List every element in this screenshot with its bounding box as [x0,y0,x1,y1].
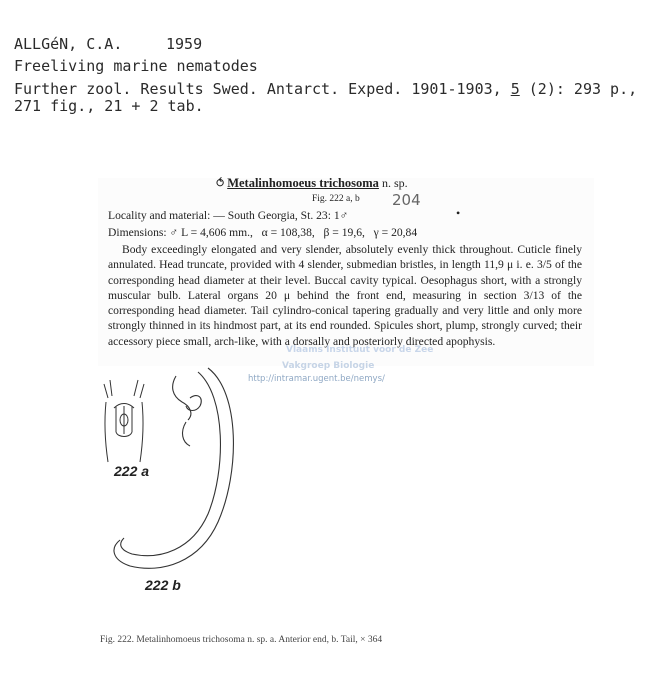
description-text: Body exceedingly elongated and very slender, absolutely evenly thick throughout. Cuticle finely annulated. Head truncate, provided with 4 slender, submedian bristles, in length 11,9 μ i. e. 3/5 of the corresponding head diameter at their level. Buccal cavity typical. Oesophagus short, with a strongly muscular bulb. Lateral organs 20 μ behind the front end, measuring in section 3/13 of the corresponding head diameter. Tail cylindro-conical tapering gradually and very little and only more strongly thinned in its hindmost part, at its end rounded. Spicules short, plump, strongly curved; their accessory piece small, arch-like, with a dorsally and posteriorly directed apophysis. [108,243,582,348]
marker-icon: ⥀ [216,176,225,190]
handwritten-page-number: 204 [392,191,421,209]
dimensions-line: Dimensions: ♂ L = 4,606 mm., α = 108,38, β = 19,6, γ = 20,84 [108,226,418,239]
watermark-url: http://intramar.ugent.be/nemys/ [248,374,385,384]
anterior-end-drawing [104,380,144,462]
description-paragraph [108,242,582,349]
figure-label-b: 222 b [145,577,181,593]
citation-volume: 5 [510,80,520,98]
citation-author: ALLGéN, C.A. [14,35,123,53]
citation-issue-pages: (2): 293 p., [519,80,638,98]
citation-title: Freeliving marine nematodes [14,57,258,75]
figure-label-a: 222 a [114,463,150,479]
clipping-heading [216,176,408,191]
species-name: Metalinhomoeus trichosoma [227,176,379,190]
species-status: n. sp. [381,176,408,190]
watermark-group: Vakgroep Biologie [282,361,375,371]
figure-reference: Fig. 222 a, b [312,194,360,204]
citation-journal-line [14,81,637,98]
watermark-org: Vlaams Instituut voor de Zee [286,345,434,355]
citation-extent: 271 fig., 21 + 2 tab. [14,97,204,115]
citation-year: 1959 [166,35,203,53]
figure-caption: Fig. 222. Metalinhomoeus trichosoma n. sp. a. Anterior end, b. Tail, × 364 [100,635,383,645]
dot-mark: • [456,206,461,220]
locality-line: Locality and material: — South Georgia, St. 23: 1♂ [108,209,349,222]
citation-journal: Further zool. Results Swed. Antarct. Exped. 1901-1903, [14,80,502,98]
